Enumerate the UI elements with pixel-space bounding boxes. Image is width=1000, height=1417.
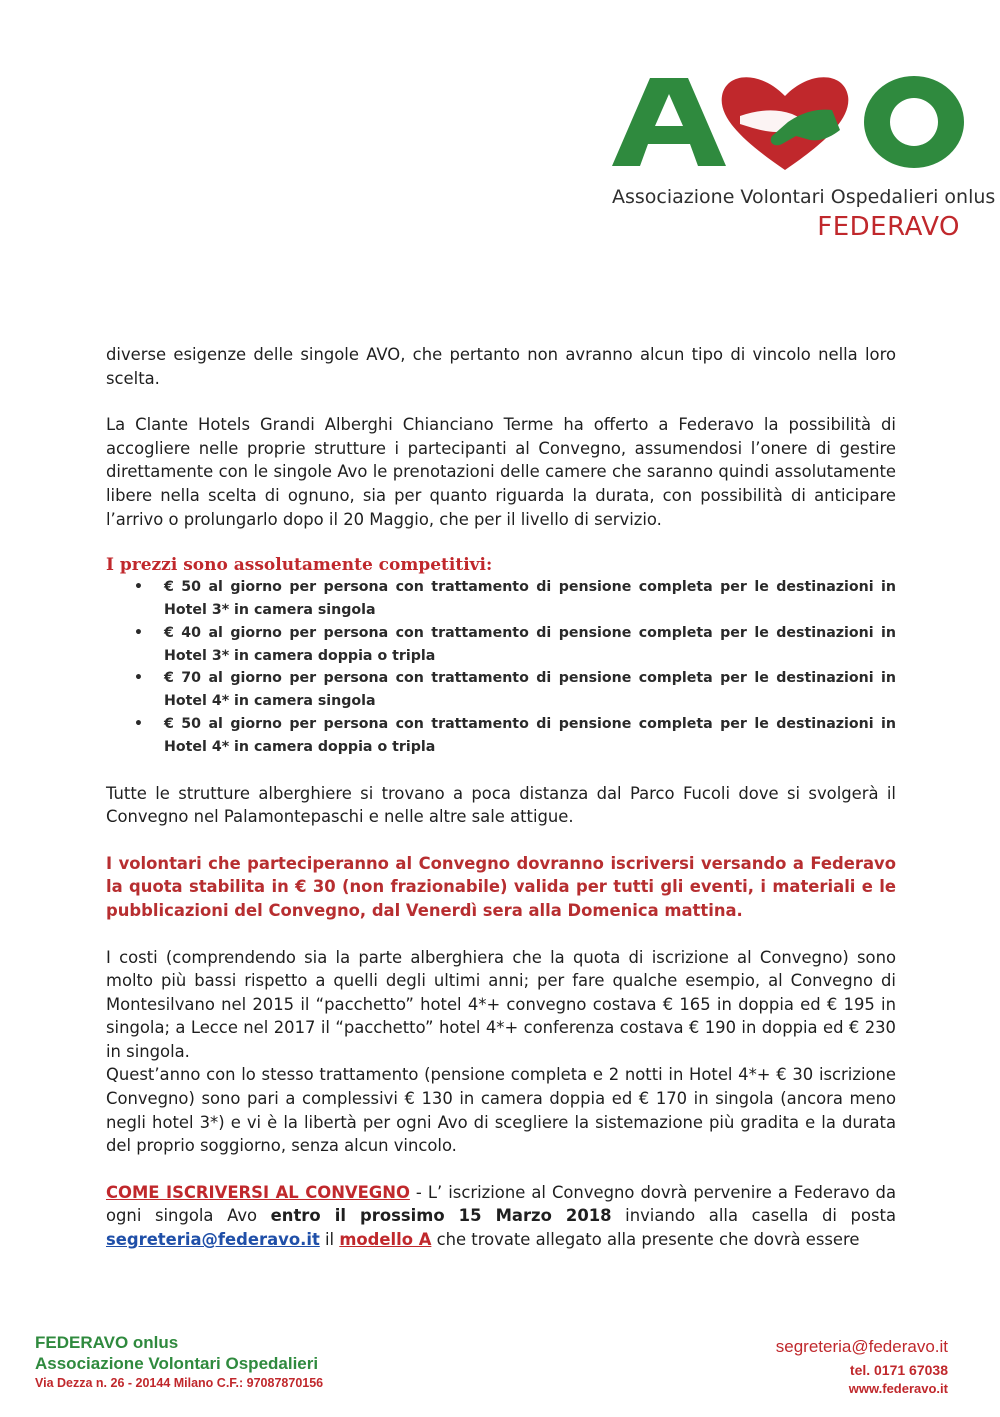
price-item: • € 40 al giorno per persona con trattamento di pensione completa per le destinazioni in Hotel 3* in camera doppia o tripla [106, 622, 896, 668]
deadline-text: entro il prossimo 15 Marzo 2018 [270, 1206, 612, 1226]
bullet-icon: • [134, 670, 143, 687]
footer-email[interactable]: segreteria@federavo.it [775, 1337, 948, 1356]
bullet-icon: • [134, 579, 143, 596]
paragraph-registration-fee: I volontari che parteciperanno al Convegno dovranno iscriversi versando a Federavo la quota stabilita in € 30 (non frazionabile) valida per tutti gli eventi, i materiali e le pubblicazioni del Convegno, dal Venerdì sera alla Domenica mattina. [106, 853, 896, 920]
footer-street-address: Via Dezza n. 26 - 20144 Milano C.F.: 97087870156 [35, 1376, 324, 1390]
footer-phone: tel. 0171 67038 [849, 1362, 948, 1378]
logo-subtitle: Associazione Volontari Ospedalieri onlus [612, 186, 996, 208]
avo-logo [600, 58, 996, 248]
paragraph-this-year: Quest’anno con lo stesso trattamento (pensione completa e 2 notti in Hotel 4*+ € 30 iscrizione Convegno) sono pari a complessivi € 130 in camera doppia ed € 170 in singola (ancora meno negli hotel 3*) e vi è la libertà per ogni Avo di scegliere la sistemazione più gradita e la durata del proprio soggiorno, senza alcun vincolo. [106, 1065, 896, 1156]
footer-address [35, 1332, 323, 1392]
paragraph-location: Tutte le strutture alberghiere si trovano a poca distanza dal Parco Fucoli dove si svolgerà il Convegno nel Palamontepaschi e nelle altre sale attigue. [106, 783, 896, 827]
price-item: • € 50 al giorno per persona con trattamento di pensione completa per le destinazioni in Hotel 4* in camera doppia o tripla [106, 713, 896, 759]
avo-letters-mark [600, 58, 970, 188]
footer-website[interactable]: www.federavo.it [848, 1381, 948, 1396]
prices-heading: I prezzi sono assolutamente competitivi: [106, 555, 493, 576]
footer-contacts [776, 1336, 948, 1397]
footer-org-full-name: Associazione Volontari Ospedalieri [35, 1354, 319, 1373]
footer-org-name: FEDERAVO onlus [35, 1333, 179, 1352]
paragraph-costs: I costi (comprendendo sia la parte alberghiera che la quota di iscrizione al Convegno) sono molto più bassi rispetto a quelli degli ultimi anni; per fare qualche esempio, al Convegno di Montesilvano nel 2015 il “pacchetto” hotel 4*+ convegno costava € 165 in doppia ed € 195 in singola; a Lecce nel 2017 il “pacchetto” hotel 4*+ conferenza costava € 190 in doppia ed € 230 in singola. [106, 947, 896, 1061]
email-link[interactable]: segreteria@federavo.it [106, 1230, 320, 1250]
price-item: • € 50 al giorno per persona con trattamento di pensione completa per le destinazioni in Hotel 3* in camera singola [106, 576, 896, 622]
logo-federavo: FEDERAVO [817, 212, 960, 242]
model-a-link[interactable]: modello A [339, 1230, 432, 1250]
prices-list [106, 576, 896, 758]
price-item: • € 70 al giorno per persona con trattamento di pensione completa per le destinazioni in Hotel 4* in camera singola [106, 667, 896, 713]
bullet-icon: • [134, 715, 143, 732]
paragraph-intro: diverse esigenze delle singole AVO, che pertanto non avranno alcun tipo di vincolo nella loro scelta. [106, 345, 896, 388]
paragraph-hotels: La Clante Hotels Grandi Alberghi Chianciano Terme ha offerto a Federavo la possibilità di accogliere nelle proprie strutture i partecipanti al Convegno, assumendosi l’onere di gestire direttamente con le singole Avo le prenotazioni delle camere che saranno quindi assolutamente libere nella scelta di ognuno, sia per quanto riguarda la durata, con possibilità di anticipare l’arrivo o prolungarlo dopo il 20 Maggio, che per il livello di servizio. [106, 415, 896, 529]
how-to-register-link[interactable]: COME ISCRIVERSI AL CONVEGNO [106, 1182, 410, 1202]
paragraph-how-to-register: COME ISCRIVERSI AL CONVEGNO - L’ iscrizione al Convegno dovrà pervenire a Federavo da ogni singola Avo entro il prossimo 15 Marzo 2018 inviando alla casella di posta segreteria@federavo.it il modello A che trovate allegato alla presente che dovrà essere [106, 1182, 897, 1250]
letter-body [106, 343, 896, 1252]
bullet-icon: • [134, 624, 143, 641]
